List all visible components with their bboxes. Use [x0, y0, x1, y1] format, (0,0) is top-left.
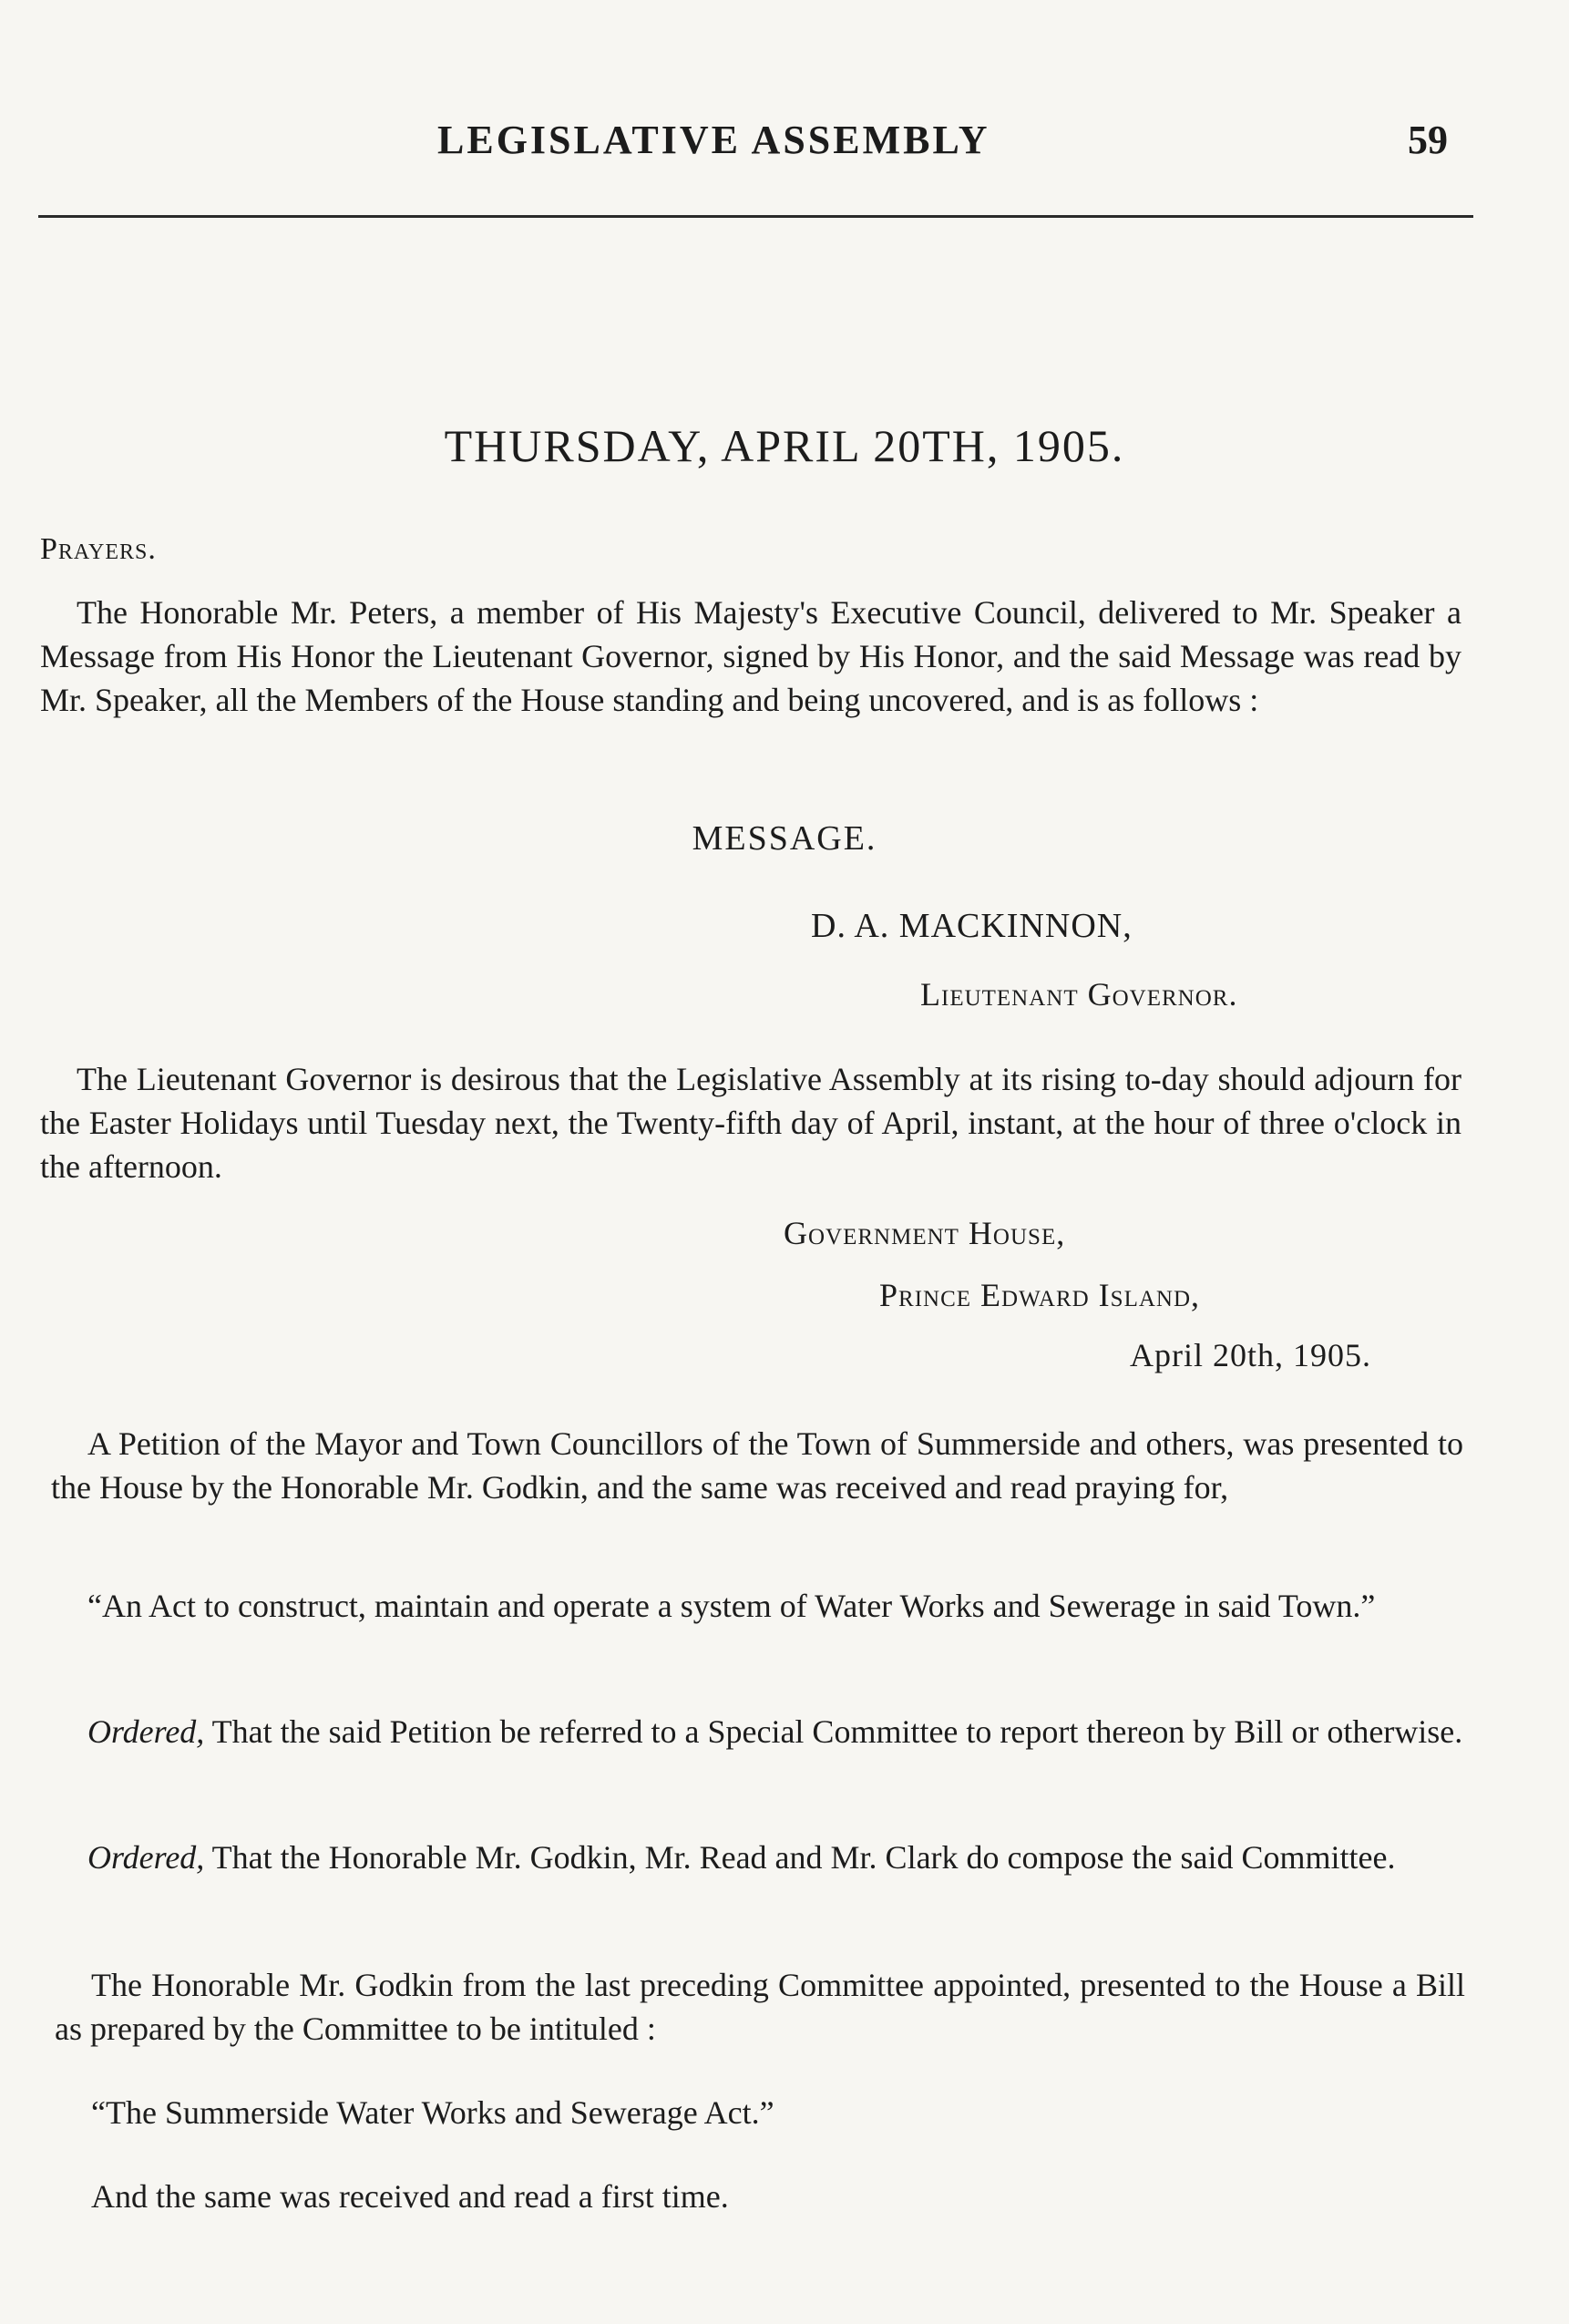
- petition-paragraph: A Petition of the Mayor and Town Councillors of the Town of Summerside and others, was presented to the House by the Honorable Mr. Godkin, and the same was received and read praying for,: [51, 1425, 1463, 1506]
- act-title-paragraph: “An Act to construct, maintain and operate a system of Water Works and Sewerage in said Town.”: [87, 1588, 1376, 1624]
- ordered-text-2: That the Honorable Mr. Godkin, Mr. Read and Mr. Clark do compose the said Committee.: [211, 1839, 1396, 1876]
- location-date: April 20th, 1905.: [1130, 1337, 1371, 1373]
- ordered-text-1: That the said Petition be referred to a Special Committee to report thereon by Bill or otherwise.: [211, 1713, 1463, 1750]
- ordered-paragraph-1: [51, 1710, 1463, 1753]
- message-delivery-paragraph: The Honorable Mr. Peters, a member of His Majesty's Executive Council, delivered to Mr. Speaker a Message from His Honor the Lieutenant Governor, signed by His Honor, and the said Message was read by Mr. Speaker, all the Members of the House standing and being uncovered, and is as follows :: [40, 594, 1461, 718]
- ordered-paragraph-2: [51, 1836, 1463, 1879]
- running-title: LEGISLATIVE ASSEMBLY: [437, 118, 990, 162]
- signatory-name: D. A. MACKINNON,: [811, 907, 1133, 945]
- ordered-label: Ordered,: [87, 1713, 205, 1750]
- date-heading: THURSDAY, APRIL 20TH, 1905.: [444, 420, 1125, 471]
- first-reading-paragraph: And the same was received and read a first time.: [91, 2178, 729, 2215]
- signatory-title: Lieutenant Governor.: [920, 976, 1238, 1013]
- running-head: [0, 117, 1569, 171]
- bill-title-paragraph: “The Summerside Water Works and Sewerage Act.”: [91, 2094, 774, 2131]
- page-number: 59: [1408, 118, 1448, 162]
- message-body-paragraph: The Lieutenant Governor is desirous that the Legislative Assembly at its rising to-day should adjourn for the Easter Holidays until Tuesday next, the Twenty-fifth day of April, instant, at the hour of three o'clock in the afternoon.: [40, 1061, 1461, 1185]
- ordered-label-2: Ordered,: [87, 1839, 205, 1876]
- location-line-1: Government House,: [784, 1215, 1066, 1251]
- message-heading: MESSAGE.: [692, 819, 877, 858]
- header-rule: [38, 215, 1473, 218]
- committee-bill-paragraph: The Honorable Mr. Godkin from the last preceding Committee appointed, presented to the House a Bill as prepared by the Committee to be intituled :: [55, 1967, 1465, 2047]
- prayers-heading: Prayers.: [40, 532, 157, 566]
- location-line-2: Prince Edward Island,: [879, 1277, 1200, 1313]
